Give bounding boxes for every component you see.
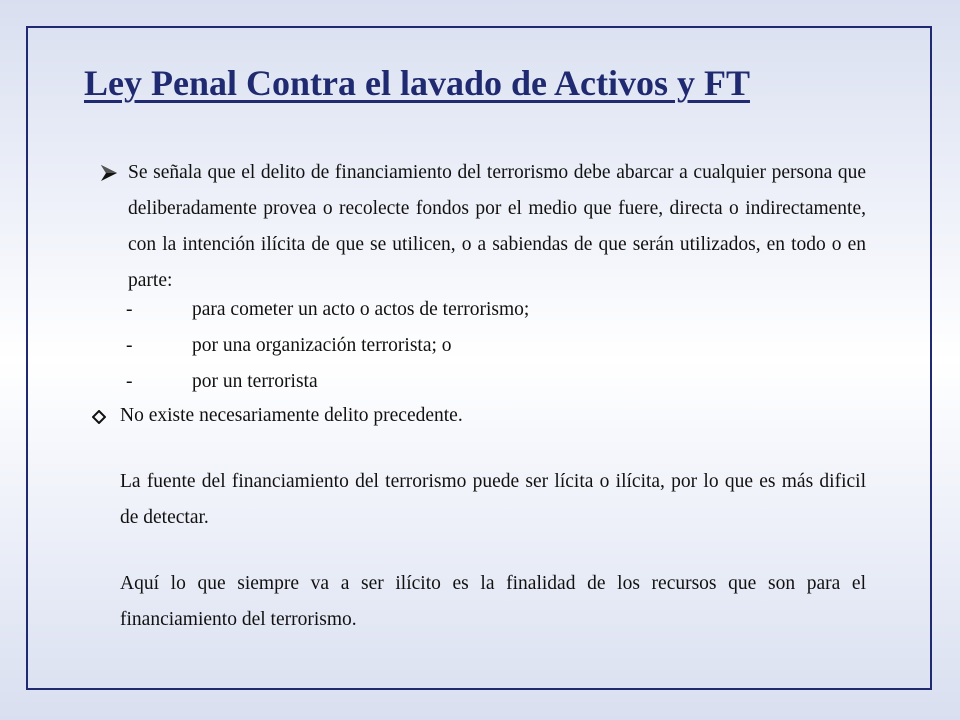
main-bullet (100, 155, 866, 299)
diamond-bullet (92, 398, 463, 434)
main-bullet-text: Se señala que el delito de financiamiento del terrorismo debe abarcar a cualquier persona que deliberadamente provea o recolecte fondos por el medio que fuere, directa o indirectamente, con la intención ilícita de que se utilicen, o a sabiendas de que serán utilizados, en todo o en parte: (128, 162, 866, 291)
diamond-bullet-icon (92, 398, 120, 434)
dash-marker: - (126, 371, 133, 392)
arrow-bullet-icon (100, 155, 120, 182)
slide-title: Ley Penal Contra el lavado de Activos y FT (84, 63, 750, 103)
dash-marker: - (126, 299, 133, 320)
dash-item-text: para cometer un acto o actos de terrorismo; (192, 299, 530, 320)
dash-marker: - (126, 335, 133, 356)
paragraph-source: La fuente del financiamiento del terrorismo puede ser lícita o ilícita, por lo que es más dificil de detectar. (120, 471, 866, 528)
diamond-bullet-text: No existe necesariamente delito precedente. (120, 405, 463, 426)
dash-item-text: por un terrorista (192, 371, 318, 392)
paragraph-purpose: Aquí lo que siempre va a ser ilícito es la finalidad de los recursos que son para el financiamiento del terrorismo. (120, 573, 866, 630)
dash-item-text: por una organización terrorista; o (192, 335, 452, 356)
